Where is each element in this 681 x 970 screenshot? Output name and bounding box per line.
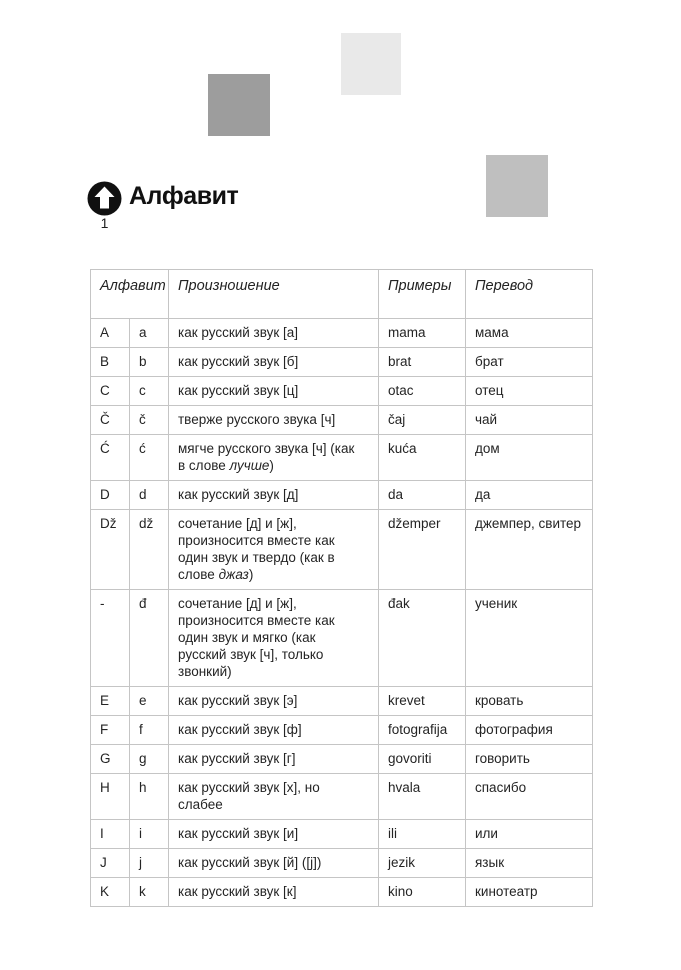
example-word: jezik — [379, 849, 466, 878]
table-row — [91, 774, 593, 820]
pronunciation: как русский звук [й] ([j]) — [169, 849, 379, 878]
example-word: džemper — [379, 510, 466, 590]
letter-uppercase: I — [91, 820, 130, 849]
pronunciation: как русский звук [ц] — [169, 377, 379, 406]
letter-uppercase: K — [91, 878, 130, 907]
table-row — [91, 406, 593, 435]
table-row — [91, 510, 593, 590]
pronunciation: как русский звук [х], но слабее — [169, 774, 379, 820]
example-word: hvala — [379, 774, 466, 820]
letter-lowercase: c — [130, 377, 169, 406]
example-word: kino — [379, 878, 466, 907]
pronunciation: мягче русского звука [ч] (как в слове лучше) — [169, 435, 379, 481]
example-word: govoriti — [379, 745, 466, 774]
pronunciation: сочетание [д] и [ж], произносится вместе как один звук и твердо (как в слове джаз) — [169, 510, 379, 590]
translation: фотография — [466, 716, 593, 745]
example-word: krevet — [379, 687, 466, 716]
column-header: Перевод — [466, 270, 593, 319]
translation: кровать — [466, 687, 593, 716]
pronunciation: как русский звук [г] — [169, 745, 379, 774]
translation: чай — [466, 406, 593, 435]
letter-lowercase: k — [130, 878, 169, 907]
letter-uppercase: - — [91, 590, 130, 687]
letter-uppercase: Ć — [91, 435, 130, 481]
translation: кинотеатр — [466, 878, 593, 907]
letter-uppercase: G — [91, 745, 130, 774]
table-row — [91, 481, 593, 510]
pronunciation: как русский звук [к] — [169, 878, 379, 907]
pronunciation: как русский звук [э] — [169, 687, 379, 716]
table-row — [91, 687, 593, 716]
letter-uppercase: B — [91, 348, 130, 377]
pronunciation: как русский звук [а] — [169, 319, 379, 348]
decorative-square-light — [341, 33, 401, 95]
audio-track-number: 1 — [100, 215, 109, 231]
pronunciation: как русский звук [ф] — [169, 716, 379, 745]
translation: дом — [466, 435, 593, 481]
letter-lowercase: g — [130, 745, 169, 774]
example-word: ili — [379, 820, 466, 849]
table-row — [91, 435, 593, 481]
table-row — [91, 590, 593, 687]
decorative-square-dark — [208, 74, 270, 136]
letter-uppercase: D — [91, 481, 130, 510]
table-row — [91, 348, 593, 377]
table-row — [91, 319, 593, 348]
table-row — [91, 849, 593, 878]
letter-lowercase: i — [130, 820, 169, 849]
letter-lowercase: f — [130, 716, 169, 745]
pronunciation: как русский звук [и] — [169, 820, 379, 849]
example-word: đak — [379, 590, 466, 687]
audio-track-icon — [87, 181, 122, 216]
alphabet-table — [90, 269, 593, 907]
letter-lowercase: h — [130, 774, 169, 820]
example-word: mama — [379, 319, 466, 348]
translation: брат — [466, 348, 593, 377]
letter-uppercase: H — [91, 774, 130, 820]
letter-lowercase: j — [130, 849, 169, 878]
translation: джемпер, свитер — [466, 510, 593, 590]
letter-lowercase: ć — [130, 435, 169, 481]
letter-uppercase: Dž — [91, 510, 130, 590]
example-word: fotografija — [379, 716, 466, 745]
table-row — [91, 820, 593, 849]
translation: язык — [466, 849, 593, 878]
example-word: kuća — [379, 435, 466, 481]
example-word: da — [379, 481, 466, 510]
letter-uppercase: E — [91, 687, 130, 716]
letter-lowercase: b — [130, 348, 169, 377]
translation: мама — [466, 319, 593, 348]
letter-lowercase: dž — [130, 510, 169, 590]
table-row — [91, 745, 593, 774]
table-row — [91, 716, 593, 745]
letter-uppercase: J — [91, 849, 130, 878]
letter-uppercase: F — [91, 716, 130, 745]
pronunciation: сочетание [д] и [ж], произносится вместе как один звук и мягко (как русский звук [ч], только звонкий) — [169, 590, 379, 687]
letter-uppercase: Č — [91, 406, 130, 435]
letter-lowercase: đ — [130, 590, 169, 687]
letter-lowercase: e — [130, 687, 169, 716]
page-title: Алфавит — [129, 182, 239, 210]
example-word: brat — [379, 348, 466, 377]
translation: отец — [466, 377, 593, 406]
example-word: čaj — [379, 406, 466, 435]
column-header: Примеры — [379, 270, 466, 319]
letter-lowercase: č — [130, 406, 169, 435]
letter-lowercase: d — [130, 481, 169, 510]
table-row — [91, 878, 593, 907]
decorative-square-medium — [486, 155, 548, 217]
letter-uppercase: A — [91, 319, 130, 348]
pronunciation: как русский звук [д] — [169, 481, 379, 510]
table-row — [91, 377, 593, 406]
table-header-row — [91, 270, 593, 319]
column-header: Алфавит — [91, 270, 169, 319]
pronunciation: как русский звук [б] — [169, 348, 379, 377]
example-word: otac — [379, 377, 466, 406]
translation: ученик — [466, 590, 593, 687]
letter-uppercase: C — [91, 377, 130, 406]
letter-lowercase: a — [130, 319, 169, 348]
translation: или — [466, 820, 593, 849]
translation: да — [466, 481, 593, 510]
pronunciation: тверже русского звука [ч] — [169, 406, 379, 435]
column-header: Произношение — [169, 270, 379, 319]
translation: спасибо — [466, 774, 593, 820]
translation: говорить — [466, 745, 593, 774]
